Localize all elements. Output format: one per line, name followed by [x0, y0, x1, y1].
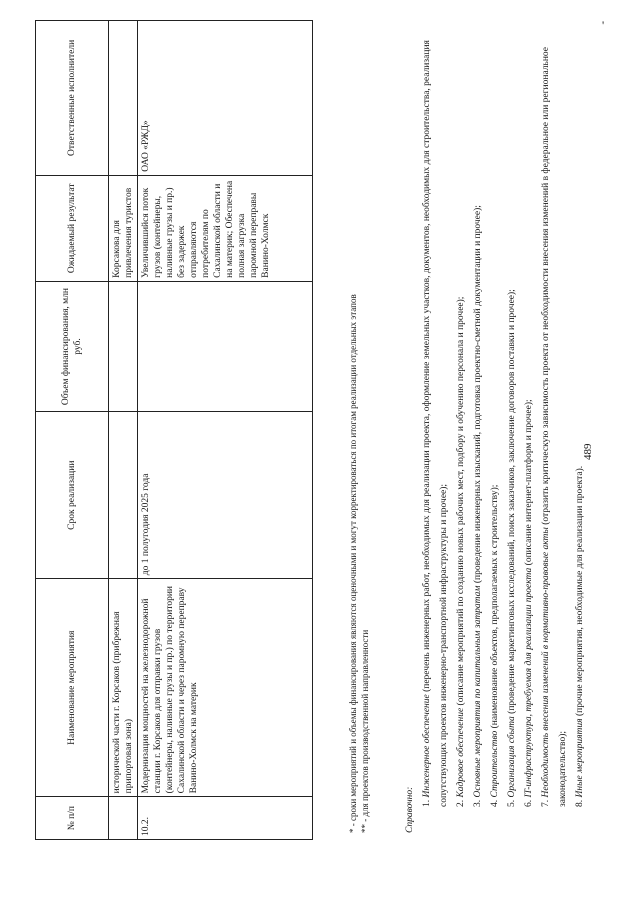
footnote-2: ** - для проектов производственной направленности: [360, 629, 370, 833]
item-text: (наименование объектов, предполагаемых к строительству);: [490, 484, 500, 731]
item-term: Необходимость внесения изменений в нормативно-правовые акты: [541, 527, 551, 798]
header-name: Наименование мероприятия: [36, 579, 109, 797]
reference-block: [402, 10, 589, 835]
reference-title: Справочно:: [405, 786, 415, 833]
item-term: Инженерное обеспечение: [422, 694, 432, 798]
header-volume: Объем финансирования, млн руб.: [36, 281, 109, 411]
item-term: Организация сбыта: [507, 716, 517, 798]
list-item: [470, 10, 487, 809]
table-header-row: [36, 21, 109, 840]
item-text: (прочие мероприятия, необходимые для реализации проекта).: [575, 465, 585, 719]
item-number: 4.: [490, 799, 500, 807]
cell-result: Увеличившийся поток грузов (контейнеры, наливные грузы и пр.) без задержек отправляются потребителям по Сахалинской области и на материк; Обеспечена полная загрузка паромной переправы Ванино-Холмск: [138, 175, 313, 281]
list-item: [419, 10, 453, 809]
cell-no: [109, 797, 138, 840]
header-no: № п/п: [36, 797, 109, 840]
cell-term: до 1 полугодия 2025 года: [138, 412, 313, 579]
item-term: Кадровое обеспечение: [456, 707, 466, 798]
list-item: [521, 10, 538, 809]
header-result: Ожидаемый результат: [36, 175, 109, 281]
item-term: Иные мероприятия: [575, 718, 585, 798]
reference-list: [419, 10, 589, 835]
item-term: IT-инфраструктура, требуемая для реализации проекта: [524, 567, 534, 798]
list-item: [504, 10, 521, 809]
item-text: (перечень инженерных работ, необходимых для реализации проекта, оформление земельных участков, документов, необходимых для строительства, реализация сопутствующих проектов инженерно-транспортной инфраструктуры и прочее);: [422, 40, 449, 807]
item-text: (описание мероприятий по созданию новых рабочих мест, подбору и обучению персонала и прочее);: [456, 296, 466, 708]
footnote-1: * - сроки мероприятий и объемы финансирования являются оценочными и могут корректироваться по итогам реализации отдельных этапов: [348, 294, 358, 833]
item-text: (отразить критическую зависимость проекта от необходимости внесения изменений в федеральное или региональное законодательство);: [541, 46, 568, 807]
cell-no: 10.2.: [138, 797, 313, 840]
item-number: 5.: [507, 799, 517, 807]
list-item: [538, 10, 572, 809]
cell-responsible: [109, 21, 138, 176]
item-text: (проведение инженерных изысканий, подготовка проектно-сметной документации и прочее);: [473, 205, 483, 586]
list-item: [487, 10, 504, 809]
item-text: (проведение маркетинговых исследований, поиск заказчиков, заключение договоров поставки и прочее);: [507, 289, 517, 717]
cell-name: исторической части г. Корсаков (прибрежная припортовая зона): [109, 579, 138, 797]
cell-term: [109, 412, 138, 579]
item-number: 3.: [473, 799, 483, 807]
header-term: Срок реализации: [36, 412, 109, 579]
item-term: Основные мероприятия по капитальным затратам: [473, 585, 483, 798]
cell-volume: [109, 281, 138, 411]
item-number: 1.: [422, 799, 432, 807]
item-term: Строительство: [490, 730, 500, 798]
list-item: [572, 10, 589, 809]
cell-volume: [138, 281, 313, 411]
item-number: 6.: [524, 799, 534, 807]
page-number: 489: [582, 443, 594, 460]
item-number: 7.: [541, 799, 551, 807]
item-text: (описание интернет-платформ и прочее);: [524, 399, 534, 568]
activities-table: [35, 20, 313, 840]
item-number: 8.: [575, 799, 585, 807]
cell-result: Корсакова для привлечения туристов: [109, 175, 138, 281]
cell-responsible: ОАО «РЖД»: [138, 21, 313, 176]
table-row: [109, 21, 138, 840]
header-responsible: Ответственные исполнители: [36, 21, 109, 176]
table-row: [138, 21, 313, 840]
item-number: 2.: [456, 799, 466, 807]
cell-name: Модернизация мощностей на железнодорожной станции г. Корсаков для отправки грузов (контейнеры, наливные грузы и пр.) по территории Сахалинской области и через паромную переправу Ванино-Холмск на материк: [138, 579, 313, 797]
list-item: [453, 10, 470, 809]
corner-mark: ': [602, 18, 605, 32]
